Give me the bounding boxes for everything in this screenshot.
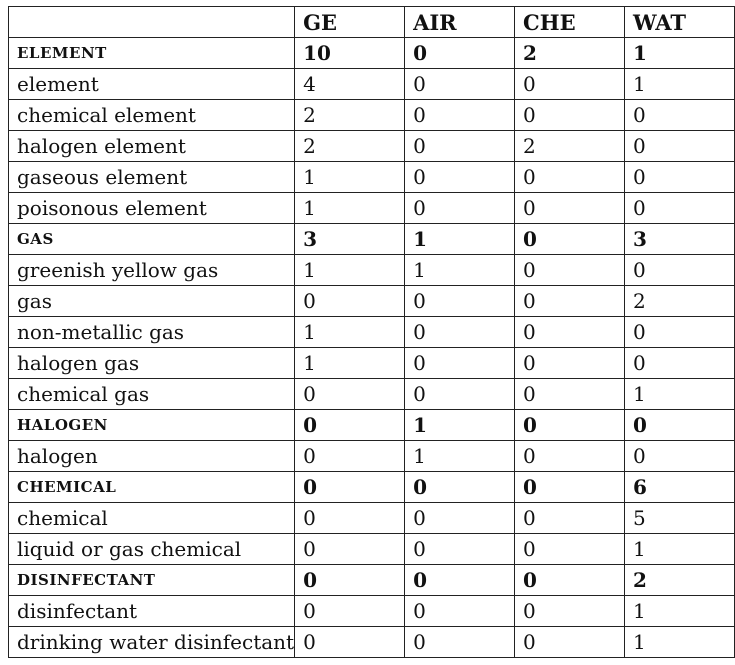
cell-air: 0: [405, 69, 515, 100]
cell-ge: 0: [295, 286, 405, 317]
cell-ge: 3: [295, 224, 405, 255]
category-row: [9, 410, 735, 441]
cell-ge: 1: [295, 317, 405, 348]
cell-che: 0: [515, 565, 625, 596]
cell-ge: 0: [295, 441, 405, 472]
table-row: [9, 286, 735, 317]
cell-wat: 0: [625, 131, 735, 162]
cell-air: 0: [405, 472, 515, 503]
cell-air: 0: [405, 38, 515, 69]
cell-wat: 0: [625, 410, 735, 441]
cell-che: 0: [515, 100, 625, 131]
row-label: halogen element: [9, 131, 295, 162]
cell-air: 0: [405, 317, 515, 348]
cell-wat: 1: [625, 627, 735, 658]
cell-ge: 1: [295, 348, 405, 379]
cell-ge: 0: [295, 379, 405, 410]
row-label: gaseous element: [9, 162, 295, 193]
cell-ge: 0: [295, 596, 405, 627]
cell-air: 0: [405, 100, 515, 131]
cell-ge: 0: [295, 627, 405, 658]
cell-ge: 2: [295, 131, 405, 162]
category-label: DISINFECTANT: [9, 565, 295, 596]
cell-wat: 0: [625, 162, 735, 193]
cell-che: 0: [515, 317, 625, 348]
cell-air: 0: [405, 627, 515, 658]
row-label: chemical gas: [9, 379, 295, 410]
cell-ge: 0: [295, 565, 405, 596]
table-row: [9, 131, 735, 162]
cell-che: 0: [515, 286, 625, 317]
category-label: CHEMICAL: [9, 472, 295, 503]
table-row: [9, 255, 735, 286]
cell-air: 1: [405, 410, 515, 441]
cell-che: 0: [515, 224, 625, 255]
results-table: [8, 6, 735, 658]
table-row: [9, 441, 735, 472]
table-row: [9, 348, 735, 379]
cell-che: 0: [515, 348, 625, 379]
cell-ge: 1: [295, 162, 405, 193]
category-row: [9, 224, 735, 255]
category-row: [9, 38, 735, 69]
cell-che: 0: [515, 69, 625, 100]
table-row: [9, 379, 735, 410]
table-row: [9, 317, 735, 348]
category-label: ELEMENT: [9, 38, 295, 69]
cell-che: 0: [515, 627, 625, 658]
cell-air: 1: [405, 255, 515, 286]
cell-wat: 2: [625, 286, 735, 317]
cell-che: 2: [515, 38, 625, 69]
cell-che: 0: [515, 596, 625, 627]
table-row: [9, 503, 735, 534]
cell-wat: 0: [625, 317, 735, 348]
cell-che: 0: [515, 472, 625, 503]
cell-wat: 1: [625, 69, 735, 100]
header-cell-corner: [9, 7, 295, 38]
cell-wat: 1: [625, 38, 735, 69]
cell-che: 0: [515, 534, 625, 565]
category-row: [9, 472, 735, 503]
cell-air: 0: [405, 162, 515, 193]
cell-che: 0: [515, 193, 625, 224]
cell-wat: 1: [625, 534, 735, 565]
cell-wat: 0: [625, 348, 735, 379]
cell-ge: 2: [295, 100, 405, 131]
cell-che: 0: [515, 503, 625, 534]
table-row: [9, 596, 735, 627]
header-cell-wat: WAT: [625, 7, 735, 38]
table-header: [9, 7, 735, 38]
row-label: element: [9, 69, 295, 100]
row-label: poisonous element: [9, 193, 295, 224]
header-cell-che: CHE: [515, 7, 625, 38]
cell-che: 0: [515, 162, 625, 193]
table-row: [9, 534, 735, 565]
cell-air: 0: [405, 596, 515, 627]
cell-che: 0: [515, 441, 625, 472]
cell-wat: 0: [625, 193, 735, 224]
row-label: chemical element: [9, 100, 295, 131]
category-label: GAS: [9, 224, 295, 255]
table-row: [9, 193, 735, 224]
cell-air: 0: [405, 565, 515, 596]
cell-wat: 0: [625, 255, 735, 286]
cell-air: 0: [405, 379, 515, 410]
cell-air: 0: [405, 131, 515, 162]
cell-ge: 1: [295, 255, 405, 286]
cell-ge: 0: [295, 534, 405, 565]
row-label: non-metallic gas: [9, 317, 295, 348]
cell-wat: 1: [625, 596, 735, 627]
cell-wat: 5: [625, 503, 735, 534]
row-label: chemical: [9, 503, 295, 534]
cell-wat: 1: [625, 379, 735, 410]
table-row: [9, 100, 735, 131]
cell-ge: 4: [295, 69, 405, 100]
table-row: [9, 627, 735, 658]
cell-wat: 0: [625, 100, 735, 131]
cell-air: 0: [405, 193, 515, 224]
cell-air: 0: [405, 503, 515, 534]
row-label: halogen: [9, 441, 295, 472]
cell-ge: 0: [295, 410, 405, 441]
cell-che: 0: [515, 255, 625, 286]
cell-wat: 2: [625, 565, 735, 596]
cell-ge: 1: [295, 193, 405, 224]
cell-air: 1: [405, 224, 515, 255]
table-row: [9, 162, 735, 193]
table-row: [9, 69, 735, 100]
header-row: [9, 7, 735, 38]
category-row: [9, 565, 735, 596]
cell-ge: 10: [295, 38, 405, 69]
cell-ge: 0: [295, 503, 405, 534]
row-label: greenish yellow gas: [9, 255, 295, 286]
row-label: halogen gas: [9, 348, 295, 379]
cell-wat: 6: [625, 472, 735, 503]
cell-air: 1: [405, 441, 515, 472]
cell-air: 0: [405, 534, 515, 565]
category-label: HALOGEN: [9, 410, 295, 441]
header-cell-ge: GE: [295, 7, 405, 38]
cell-che: 0: [515, 379, 625, 410]
row-label: gas: [9, 286, 295, 317]
row-label: drinking water disinfectant: [9, 627, 295, 658]
cell-che: 2: [515, 131, 625, 162]
cell-air: 0: [405, 348, 515, 379]
row-label: liquid or gas chemical: [9, 534, 295, 565]
header-cell-air: AIR: [405, 7, 515, 38]
cell-wat: 3: [625, 224, 735, 255]
table-body: [9, 38, 735, 658]
cell-ge: 0: [295, 472, 405, 503]
cell-che: 0: [515, 410, 625, 441]
row-label: disinfectant: [9, 596, 295, 627]
cell-wat: 0: [625, 441, 735, 472]
cell-air: 0: [405, 286, 515, 317]
